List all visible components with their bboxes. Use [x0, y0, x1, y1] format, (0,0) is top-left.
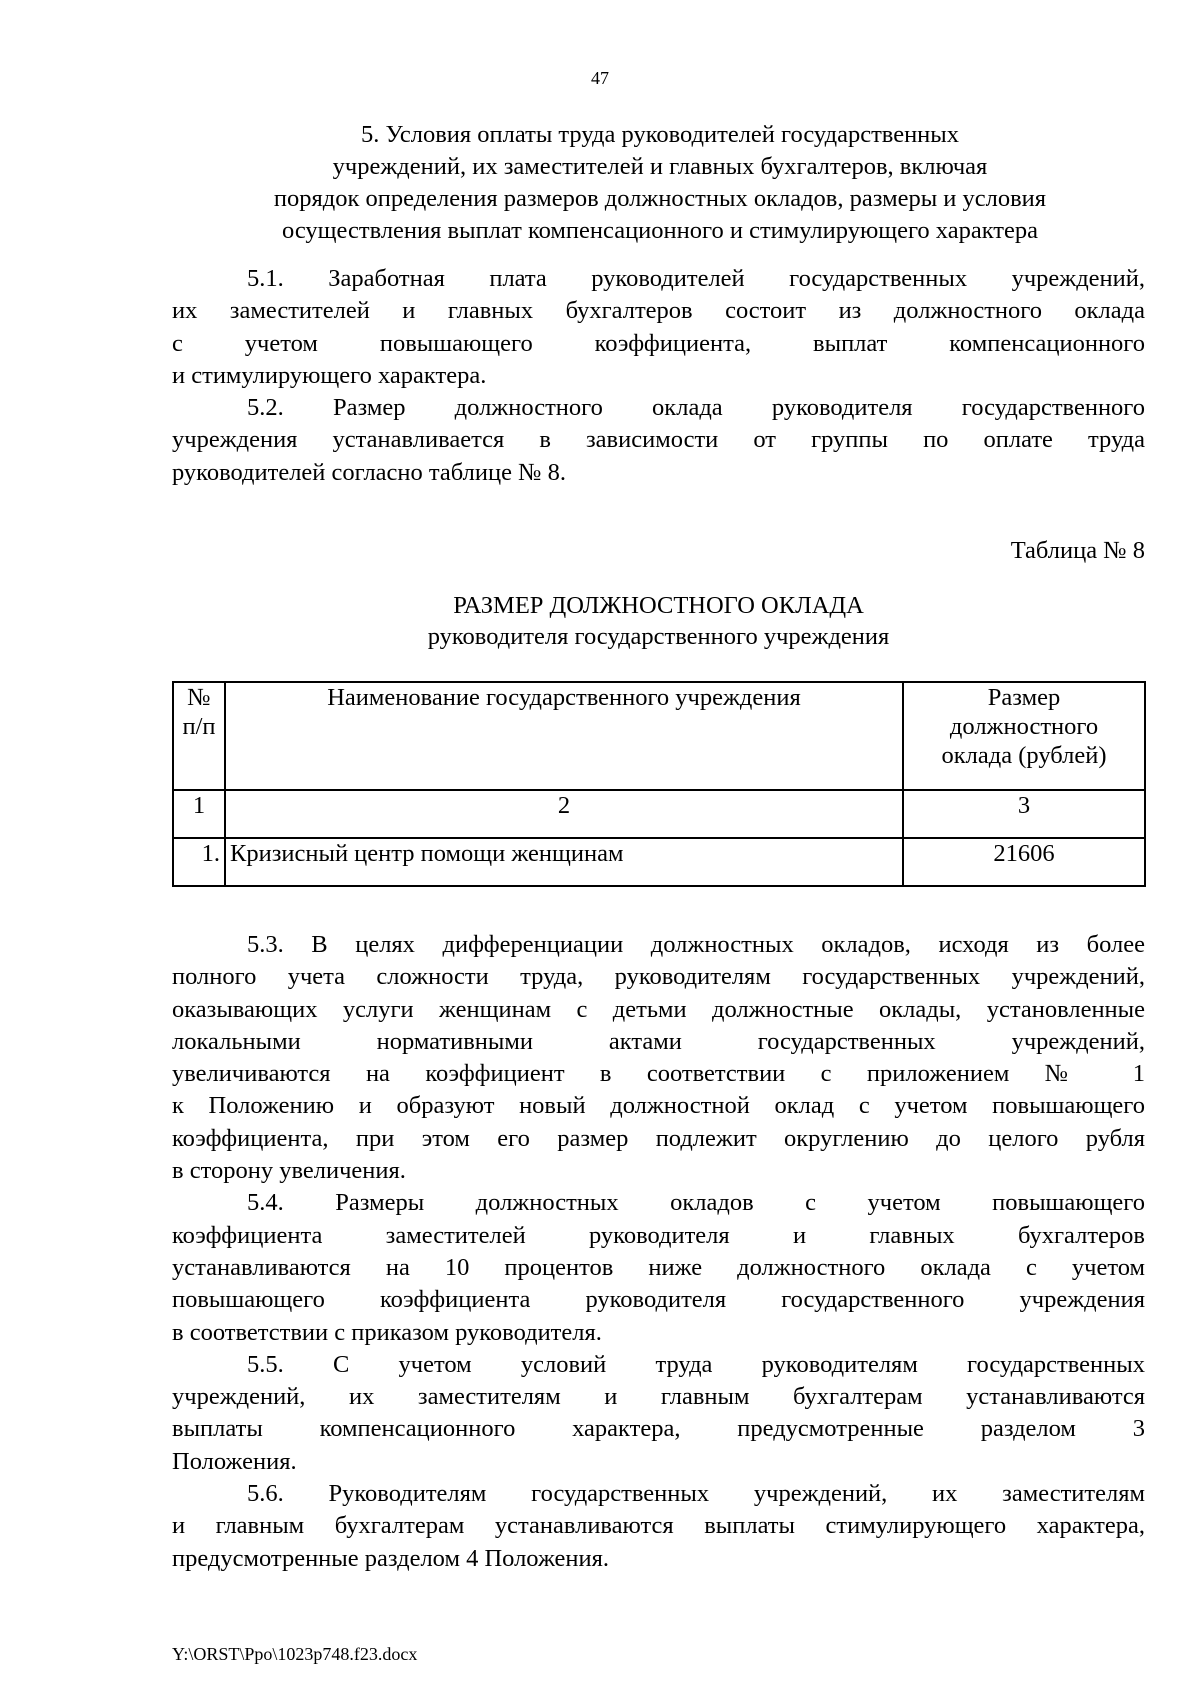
header-number-line: п/п — [182, 713, 216, 740]
para-5-3-line: локальными нормативными актами государственных учреждений, — [172, 1027, 1145, 1055]
para-5-2-line: 5.2. Размер должностного оклада руководителя государственного — [247, 394, 1145, 422]
row-number-cell: 1. — [173, 838, 225, 886]
table-header-row — [173, 682, 1145, 790]
para-5-1-line: с учетом повышающего коэффициента, выплат компенсационного — [172, 329, 1145, 357]
para-5-3-line: коэффициента, при этом его размер подлежит округлению до целого рубля — [172, 1124, 1145, 1152]
para-5-5-line: Положения. — [172, 1447, 297, 1475]
column-number-cell: 2 — [225, 790, 903, 838]
para-5-5-line: 5.5. С учетом условий труда руководителям государственных — [247, 1350, 1145, 1378]
para-5-4-line: в соответствии с приказом руководителя. — [172, 1318, 602, 1346]
section-title-line: учреждений, их заместителей и главных бухгалтеров, включая — [332, 153, 988, 180]
rules-paragraphs — [172, 929, 1145, 1575]
section-title — [160, 119, 1160, 247]
section-title-line: осуществления выплат компенсационного и стимулирующего характера — [281, 217, 1039, 244]
para-5-6-line: предусмотренные разделом 4 Положения. — [172, 1544, 610, 1572]
para-5-4-line: коэффициента заместителей руководителя и главных бухгалтеров — [172, 1221, 1145, 1249]
column-number-cell: 1 — [173, 790, 225, 838]
para-5-6-line: 5.6. Руководителям государственных учреждений, их заместителям — [247, 1480, 1145, 1508]
header-number-cell — [173, 682, 225, 790]
footer-file-path: Y:\ORST\Ppo\1023p748.f23.docx — [172, 1644, 418, 1664]
intro-paragraphs — [172, 263, 1145, 489]
para-5-6-line: и главным бухгалтерам устанавливаются выплаты стимулирующего характера, — [172, 1512, 1145, 1540]
para-5-4-line: устанавливаются на 10 процентов ниже должностного оклада с учетом — [172, 1253, 1145, 1281]
salary-table — [172, 681, 1146, 887]
table-subheading: руководителя государственного учреждения — [427, 623, 890, 650]
para-5-3-line: 5.3. В целях дифференциации должностных окладов, исходя из более — [247, 931, 1145, 958]
para-5-1-line: 5.1. Заработная плата руководителей государственных учреждений, — [247, 265, 1145, 292]
para-5-3-line: полного учета сложности труда, руководителям государственных учреждений, — [172, 963, 1145, 991]
para-5-3-line: увеличиваются на коэффициент в соответствии с приложением № 1 — [172, 1060, 1145, 1088]
table-column-numbers-row — [173, 790, 1145, 838]
para-5-3-line: в сторону увеличения. — [172, 1157, 406, 1185]
table-heading: РАЗМЕР ДОЛЖНОСТНОГО ОКЛАДА — [453, 592, 864, 619]
section-title-line: порядок определения размеров должностных окладов, размеры и условия — [273, 185, 1047, 212]
para-5-5-line: выплаты компенсационного характера, предусмотренные разделом 3 — [172, 1415, 1145, 1443]
para-5-1-line: их заместителей и главных бухгалтеров состоит из должностного оклада — [172, 297, 1145, 325]
table-row — [173, 838, 1145, 886]
page-number: 47 — [591, 68, 609, 88]
header-number-line: № — [187, 684, 211, 711]
para-5-4-line: 5.4. Размеры должностных окладов с учетом повышающего — [247, 1189, 1145, 1217]
header-salary-cell — [903, 682, 1145, 790]
para-5-5-line: учреждений, их заместителям и главным бухгалтерам устанавливаются — [172, 1383, 1145, 1411]
para-5-2-line: учреждения устанавливается в зависимости от группы по оплате труда — [172, 426, 1145, 454]
header-salary-line: должностного — [949, 713, 1099, 740]
para-5-3-line: к Положению и образуют новый должностной оклад с учетом повышающего — [172, 1092, 1145, 1120]
para-5-4-line: повышающего коэффициента руководителя государственного учреждения — [172, 1286, 1145, 1314]
column-number-cell: 3 — [903, 790, 1145, 838]
table-caption: Таблица № 8 — [1010, 537, 1145, 564]
section-title-line: 5. Условия оплаты труда руководителей государственных — [360, 121, 960, 148]
header-salary-line: Размер — [987, 684, 1061, 711]
row-name-cell: Кризисный центр помощи женщинам — [225, 838, 903, 886]
para-5-3-line: оказывающих услуги женщинам с детьми должностные оклады, установленные — [172, 995, 1145, 1023]
para-5-2-line: руководителей согласно таблице № 8. — [172, 458, 566, 486]
header-name-cell: Наименование государственного учреждения — [225, 682, 903, 790]
header-salary-line: оклада (рублей) — [941, 742, 1107, 769]
para-5-1-line: и стимулирующего характера. — [172, 361, 487, 389]
row-salary-cell: 21606 — [903, 838, 1145, 886]
